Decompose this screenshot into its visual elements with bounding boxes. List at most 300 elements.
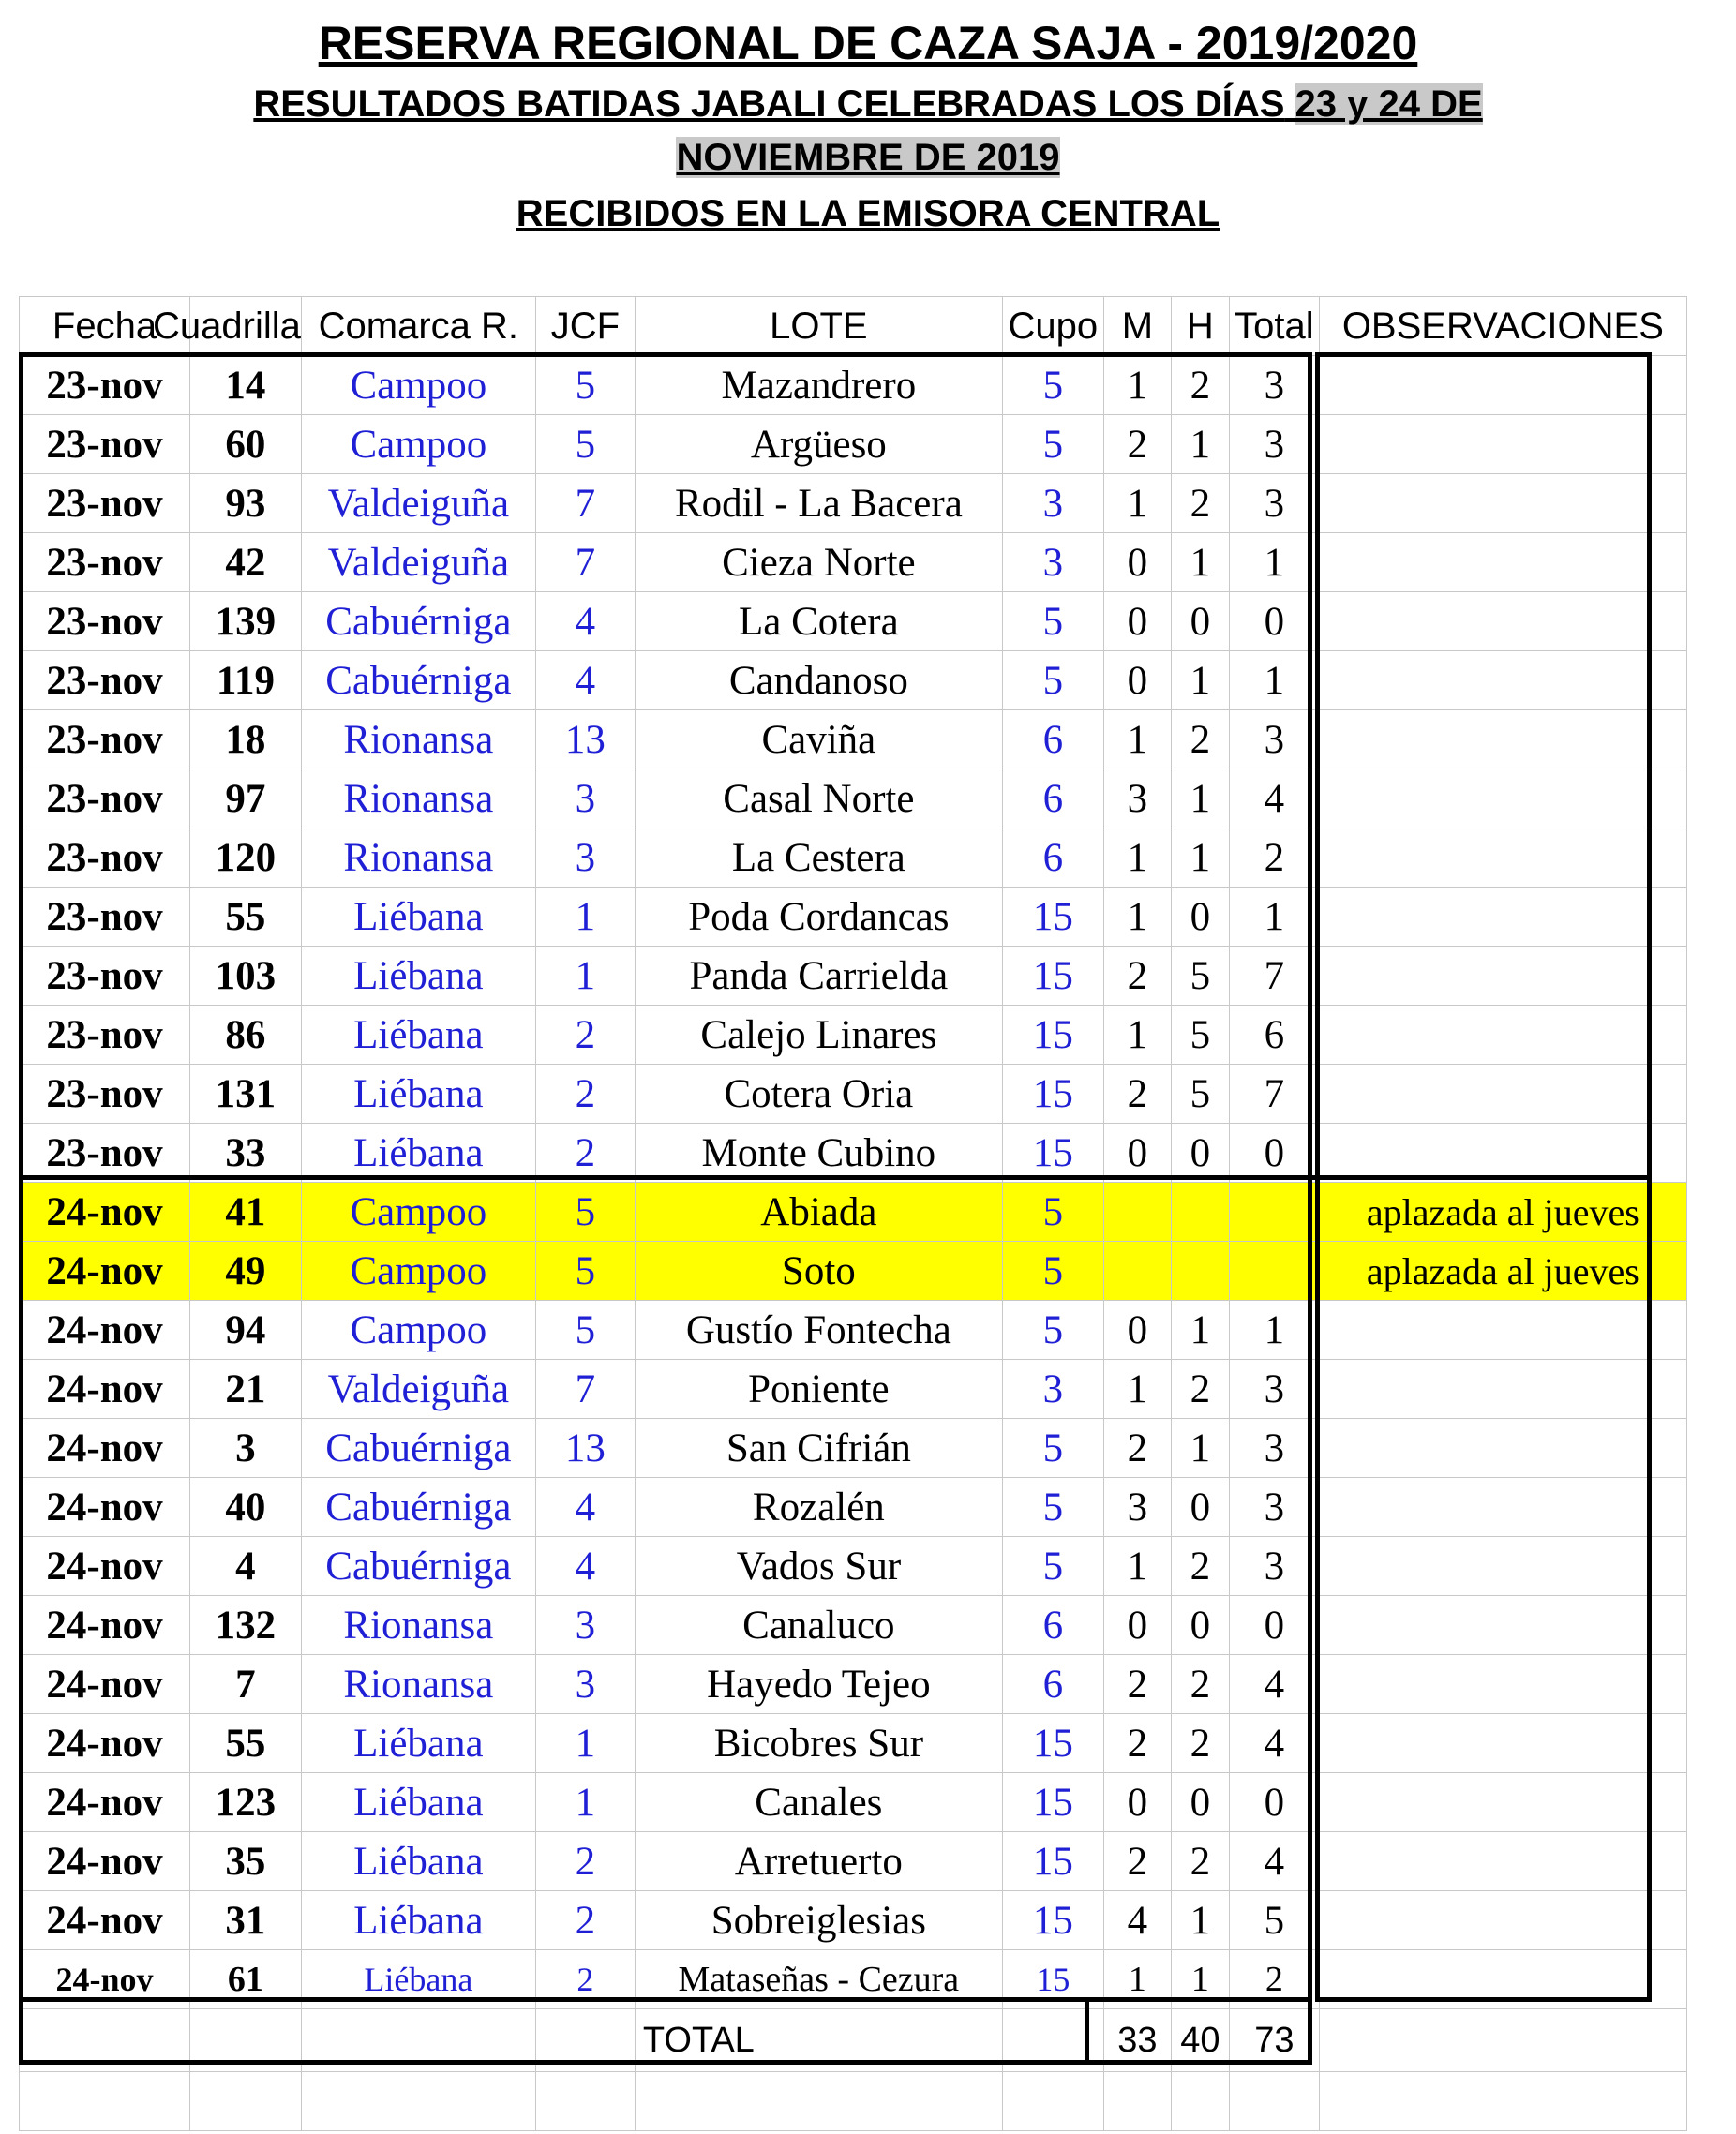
cell-observaciones [1319, 769, 1686, 828]
cell-cupo: 15 [1002, 1891, 1103, 1950]
cell-lote: Caviña [635, 710, 1002, 769]
cell-cupo: 15 [1002, 1714, 1103, 1773]
table-row [20, 1419, 1687, 1478]
cell-comarca: Rionansa [301, 1596, 535, 1655]
document-title: RESERVA REGIONAL DE CAZA SAJA - 2019/2020 [318, 17, 1418, 69]
cell-cupo: 6 [1002, 1596, 1103, 1655]
results-table [19, 296, 1687, 2131]
cell-comarca: Liébana [301, 947, 535, 1006]
cell-comarca: Cabuérniga [301, 592, 535, 651]
cell-h: 1 [1171, 828, 1229, 888]
subtitle-text: RESULTADOS BATIDAS JABALI CELEBRADAS LOS DÍAS [253, 83, 1285, 125]
cell-cupo: 5 [1002, 415, 1103, 474]
cell-m: 0 [1103, 1301, 1171, 1360]
cell-m: 0 [1103, 651, 1171, 710]
cell-total: 1 [1229, 888, 1319, 947]
cell-lote: Canales [635, 1773, 1002, 1832]
cell-cupo: 5 [1002, 1478, 1103, 1537]
cell-comarca: Liébana [301, 1832, 535, 1891]
table-row [20, 1478, 1687, 1537]
cell-total: 3 [1229, 1478, 1319, 1537]
cell-m: 1 [1103, 474, 1171, 533]
cell-m: 0 [1103, 592, 1171, 651]
cell-cuadrilla: 33 [190, 1124, 302, 1183]
cell-lote: Soto [635, 1242, 1002, 1301]
cell-jcf: 5 [535, 1301, 635, 1360]
table-row [20, 1714, 1687, 1773]
cell-comarca: Campoo [301, 356, 535, 415]
cell-h: 1 [1171, 1301, 1229, 1360]
table-row [20, 1950, 1687, 2009]
cell-jcf: 1 [535, 1773, 635, 1832]
cell-fecha: 23-nov [20, 533, 190, 592]
cell-cupo: 15 [1002, 888, 1103, 947]
table-row [20, 1242, 1687, 1301]
subtitle-month: NOVIEMBRE DE 2019 [676, 137, 1060, 178]
cell-m: 1 [1103, 888, 1171, 947]
cell-observaciones [1319, 356, 1686, 415]
cell-lote: Mataseñas - Cezura [635, 1950, 1002, 2009]
totals-empty-cell [190, 2009, 302, 2072]
cell-observaciones [1319, 592, 1686, 651]
table-row [20, 828, 1687, 888]
cell-h: 0 [1171, 1773, 1229, 1832]
totals-total: 73 [1229, 2009, 1319, 2072]
cell-jcf: 3 [535, 1596, 635, 1655]
cell-h: 0 [1171, 1478, 1229, 1537]
cell-lote: Canaluco [635, 1596, 1002, 1655]
table-row [20, 1065, 1687, 1124]
cell-m: 2 [1103, 1419, 1171, 1478]
cell-total: 0 [1229, 1124, 1319, 1183]
cell-fecha: 23-nov [20, 356, 190, 415]
cell-m: 1 [1103, 356, 1171, 415]
cell-observaciones [1319, 1655, 1686, 1714]
cell-cuadrilla: 123 [190, 1773, 302, 1832]
cell-cupo: 6 [1002, 710, 1103, 769]
table-row [20, 1006, 1687, 1065]
cell-cupo: 5 [1002, 1419, 1103, 1478]
cell-observaciones [1319, 888, 1686, 947]
cell-h: 0 [1171, 1124, 1229, 1183]
cell-lote: Abiada [635, 1183, 1002, 1242]
cell-observaciones: aplazada al jueves [1319, 1183, 1686, 1242]
cell-cuadrilla: 119 [190, 651, 302, 710]
cell-total: 3 [1229, 415, 1319, 474]
cell-fecha: 24-nov [20, 1655, 190, 1714]
cell-comarca: Rionansa [301, 710, 535, 769]
cell-comarca: Campoo [301, 1242, 535, 1301]
cell-jcf: 13 [535, 1419, 635, 1478]
col-header-cuadrilla: Cuadrilla [190, 297, 302, 356]
cell-cupo: 5 [1002, 592, 1103, 651]
cell-total: 7 [1229, 1065, 1319, 1124]
cell-fecha: 23-nov [20, 1124, 190, 1183]
cell-total: 4 [1229, 1655, 1319, 1714]
cell-jcf: 1 [535, 947, 635, 1006]
cell-lote: Panda Carrielda [635, 947, 1002, 1006]
cell-cuadrilla: 31 [190, 1891, 302, 1950]
cell-total: 1 [1229, 533, 1319, 592]
blank-cell [1319, 2072, 1686, 2131]
cell-total: 3 [1229, 1537, 1319, 1596]
cell-observaciones [1319, 947, 1686, 1006]
cell-observaciones [1319, 1832, 1686, 1891]
cell-lote: Mazandrero [635, 356, 1002, 415]
cell-cuadrilla: 131 [190, 1065, 302, 1124]
cell-fecha: 23-nov [20, 828, 190, 888]
col-header-lote: LOTE [635, 297, 1002, 356]
cell-observaciones [1319, 1891, 1686, 1950]
cell-cupo: 5 [1002, 651, 1103, 710]
cell-comarca: Liébana [301, 1950, 535, 2009]
cell-lote: Rodil - La Bacera [635, 474, 1002, 533]
cell-total: 2 [1229, 1950, 1319, 2009]
cell-m: 2 [1103, 1065, 1171, 1124]
table-row [20, 947, 1687, 1006]
cell-lote: San Cifrián [635, 1419, 1002, 1478]
cell-fecha: 24-nov [20, 1773, 190, 1832]
cell-comarca: Valdeiguña [301, 533, 535, 592]
cell-comarca: Cabuérniga [301, 651, 535, 710]
table-row [20, 888, 1687, 947]
cell-fecha: 24-nov [20, 1537, 190, 1596]
cell-h: 2 [1171, 1832, 1229, 1891]
cell-h: 1 [1171, 1950, 1229, 2009]
cell-h: 0 [1171, 888, 1229, 947]
blank-cell [635, 2072, 1002, 2131]
cell-observaciones [1319, 533, 1686, 592]
cell-comarca: Rionansa [301, 828, 535, 888]
cell-comarca: Campoo [301, 1183, 535, 1242]
cell-cuadrilla: 103 [190, 947, 302, 1006]
cell-cuadrilla: 132 [190, 1596, 302, 1655]
cell-fecha: 24-nov [20, 1891, 190, 1950]
cell-total [1229, 1183, 1319, 1242]
cell-jcf: 7 [535, 474, 635, 533]
cell-jcf: 2 [535, 1832, 635, 1891]
cell-cupo: 5 [1002, 1183, 1103, 1242]
cell-total: 0 [1229, 592, 1319, 651]
totals-empty-cell [1002, 2009, 1103, 2072]
cell-total: 3 [1229, 356, 1319, 415]
cell-fecha: 23-nov [20, 592, 190, 651]
cell-jcf: 1 [535, 1714, 635, 1773]
table-row [20, 356, 1687, 415]
cell-comarca: Cabuérniga [301, 1419, 535, 1478]
cell-fecha: 24-nov [20, 1301, 190, 1360]
cell-cuadrilla: 35 [190, 1832, 302, 1891]
cell-fecha: 24-nov [20, 1419, 190, 1478]
cell-cupo: 5 [1002, 1537, 1103, 1596]
cell-comarca: Liébana [301, 888, 535, 947]
table-row [20, 1773, 1687, 1832]
cell-cupo: 3 [1002, 474, 1103, 533]
cell-cupo: 5 [1002, 1301, 1103, 1360]
table-row [20, 592, 1687, 651]
blank-cell [1103, 2072, 1171, 2131]
cell-cuadrilla: 21 [190, 1360, 302, 1419]
cell-cuadrilla: 94 [190, 1301, 302, 1360]
cell-total: 0 [1229, 1596, 1319, 1655]
totals-empty-cell [535, 2009, 635, 2072]
cell-h: 2 [1171, 356, 1229, 415]
table-row [20, 769, 1687, 828]
totals-empty-cell [301, 2009, 535, 2072]
cell-comarca: Cabuérniga [301, 1478, 535, 1537]
cell-comarca: Valdeiguña [301, 1360, 535, 1419]
cell-jcf: 13 [535, 710, 635, 769]
cell-fecha: 24-nov [20, 1242, 190, 1301]
cell-jcf: 4 [535, 651, 635, 710]
cell-m [1103, 1242, 1171, 1301]
cell-h: 2 [1171, 1655, 1229, 1714]
cell-total: 3 [1229, 1360, 1319, 1419]
cell-m: 0 [1103, 1773, 1171, 1832]
cell-comarca: Rionansa [301, 769, 535, 828]
cell-jcf: 2 [535, 1065, 635, 1124]
cell-observaciones [1319, 1301, 1686, 1360]
cell-jcf: 2 [535, 1950, 635, 2009]
cell-observaciones [1319, 1478, 1686, 1537]
cell-total: 6 [1229, 1006, 1319, 1065]
cell-cupo: 15 [1002, 1006, 1103, 1065]
table-row [20, 1537, 1687, 1596]
cell-jcf: 5 [535, 1183, 635, 1242]
cell-jcf: 5 [535, 415, 635, 474]
cell-lote: Candanoso [635, 651, 1002, 710]
cell-h: 2 [1171, 1714, 1229, 1773]
cell-m: 0 [1103, 533, 1171, 592]
cell-cuadrilla: 139 [190, 592, 302, 651]
col-header-fecha: Fecha [20, 297, 190, 356]
cell-observaciones [1319, 474, 1686, 533]
table-row [20, 1360, 1687, 1419]
cell-m: 1 [1103, 1950, 1171, 2009]
totals-m: 33 [1103, 2009, 1171, 2072]
totals-empty-cell [20, 2009, 190, 2072]
cell-lote: La Cotera [635, 592, 1002, 651]
cell-m: 1 [1103, 1006, 1171, 1065]
cell-cuadrilla: 7 [190, 1655, 302, 1714]
blank-cell [1002, 2072, 1103, 2131]
subtitle-dates: 23 y 24 DE [1295, 83, 1483, 125]
cell-cuadrilla: 41 [190, 1183, 302, 1242]
cell-observaciones [1319, 1950, 1686, 2009]
cell-jcf: 2 [535, 1891, 635, 1950]
cell-fecha: 24-nov [20, 1832, 190, 1891]
blank-cell [20, 2072, 190, 2131]
cell-observaciones [1319, 1714, 1686, 1773]
cell-observaciones: aplazada al jueves [1319, 1242, 1686, 1301]
cell-jcf: 3 [535, 828, 635, 888]
cell-jcf: 4 [535, 592, 635, 651]
cell-jcf: 4 [535, 1478, 635, 1537]
table-row [20, 474, 1687, 533]
cell-total [1229, 1242, 1319, 1301]
cell-lote: Casal Norte [635, 769, 1002, 828]
table-header-row [20, 297, 1687, 356]
cell-total: 3 [1229, 474, 1319, 533]
table-row [20, 1301, 1687, 1360]
cell-cupo: 5 [1002, 1242, 1103, 1301]
cell-lote: Cotera Oria [635, 1065, 1002, 1124]
cell-total: 2 [1229, 828, 1319, 888]
cell-m: 2 [1103, 415, 1171, 474]
cell-fecha: 23-nov [20, 1065, 190, 1124]
cell-comarca: Campoo [301, 415, 535, 474]
cell-fecha: 24-nov [20, 1360, 190, 1419]
cell-fecha: 23-nov [20, 947, 190, 1006]
cell-h: 5 [1171, 1006, 1229, 1065]
cell-observaciones [1319, 710, 1686, 769]
cell-cuadrilla: 4 [190, 1537, 302, 1596]
totals-h: 40 [1171, 2009, 1229, 2072]
cell-m: 4 [1103, 1891, 1171, 1950]
cell-comarca: Campoo [301, 1301, 535, 1360]
cell-cuadrilla: 3 [190, 1419, 302, 1478]
cell-m: 2 [1103, 947, 1171, 1006]
table-row [20, 1596, 1687, 1655]
cell-comarca: Cabuérniga [301, 1537, 535, 1596]
cell-fecha: 24-nov [20, 1714, 190, 1773]
cell-h: 1 [1171, 1891, 1229, 1950]
cell-jcf: 2 [535, 1006, 635, 1065]
cell-comarca: Liébana [301, 1773, 535, 1832]
cell-cuadrilla: 120 [190, 828, 302, 888]
col-header-jcf: JCF [535, 297, 635, 356]
cell-h: 2 [1171, 710, 1229, 769]
cell-total: 4 [1229, 769, 1319, 828]
col-header-observaciones: OBSERVACIONES [1319, 297, 1686, 356]
cell-fecha: 24-nov [20, 1183, 190, 1242]
document-subtitle-2: RECIBIDOS EN LA EMISORA CENTRAL [516, 193, 1220, 234]
cell-observaciones [1319, 1773, 1686, 1832]
cell-m: 3 [1103, 1478, 1171, 1537]
cell-lote: Vados Sur [635, 1537, 1002, 1596]
cell-cupo: 15 [1002, 947, 1103, 1006]
cell-h: 2 [1171, 474, 1229, 533]
cell-observaciones [1319, 1065, 1686, 1124]
col-header-comarca: Comarca R. [301, 297, 535, 356]
cell-h: 1 [1171, 769, 1229, 828]
cell-observaciones [1319, 1360, 1686, 1419]
cell-m: 3 [1103, 769, 1171, 828]
cell-m: 2 [1103, 1832, 1171, 1891]
cell-fecha: 23-nov [20, 415, 190, 474]
cell-comarca: Valdeiguña [301, 474, 535, 533]
cell-h: 0 [1171, 592, 1229, 651]
totals-row [20, 2009, 1687, 2072]
cell-h: 2 [1171, 1537, 1229, 1596]
cell-lote: Poda Cordancas [635, 888, 1002, 947]
table-row [20, 533, 1687, 592]
cell-m: 1 [1103, 1360, 1171, 1419]
cell-lote: Arretuerto [635, 1832, 1002, 1891]
cell-cupo: 15 [1002, 1773, 1103, 1832]
cell-cupo: 5 [1002, 356, 1103, 415]
totals-label: TOTAL [635, 2009, 1002, 2072]
cell-m: 0 [1103, 1124, 1171, 1183]
cell-total: 3 [1229, 710, 1319, 769]
cell-total: 4 [1229, 1714, 1319, 1773]
cell-lote: Gustío Fontecha [635, 1301, 1002, 1360]
table-row [20, 710, 1687, 769]
cell-comarca: Liébana [301, 1891, 535, 1950]
cell-h: 5 [1171, 1065, 1229, 1124]
cell-observaciones [1319, 1124, 1686, 1183]
cell-lote: Hayedo Tejeo [635, 1655, 1002, 1714]
col-header-total: Total [1229, 297, 1319, 356]
cell-total: 4 [1229, 1832, 1319, 1891]
cell-observaciones [1319, 828, 1686, 888]
cell-total: 7 [1229, 947, 1319, 1006]
cell-h [1171, 1183, 1229, 1242]
cell-fecha: 23-nov [20, 1006, 190, 1065]
blank-cell [301, 2072, 535, 2131]
blank-cell [535, 2072, 635, 2131]
cell-lote: Poniente [635, 1360, 1002, 1419]
cell-cupo: 3 [1002, 533, 1103, 592]
cell-comarca: Liébana [301, 1065, 535, 1124]
cell-cuadrilla: 55 [190, 888, 302, 947]
cell-cuadrilla: 14 [190, 356, 302, 415]
cell-lote: Cieza Norte [635, 533, 1002, 592]
table-row [20, 651, 1687, 710]
totals-empty-cell [1319, 2009, 1686, 2072]
cell-h: 1 [1171, 415, 1229, 474]
cell-cuadrilla: 40 [190, 1478, 302, 1537]
table-row [20, 415, 1687, 474]
cell-jcf: 3 [535, 769, 635, 828]
cell-lote: Sobreiglesias [635, 1891, 1002, 1950]
cell-h: 0 [1171, 1596, 1229, 1655]
col-header-cupo: Cupo [1002, 297, 1103, 356]
cell-h: 1 [1171, 651, 1229, 710]
cell-m: 1 [1103, 1537, 1171, 1596]
cell-jcf: 5 [535, 356, 635, 415]
cell-observaciones [1319, 1537, 1686, 1596]
cell-observaciones [1319, 1596, 1686, 1655]
table-row [20, 1891, 1687, 1950]
cell-cupo: 15 [1002, 1950, 1103, 2009]
cell-m [1103, 1183, 1171, 1242]
cell-cuadrilla: 93 [190, 474, 302, 533]
cell-jcf: 4 [535, 1537, 635, 1596]
cell-lote: Rozalén [635, 1478, 1002, 1537]
cell-cupo: 15 [1002, 1065, 1103, 1124]
cell-comarca: Liébana [301, 1124, 535, 1183]
cell-fecha: 23-nov [20, 474, 190, 533]
cell-observaciones [1319, 1419, 1686, 1478]
cell-cupo: 15 [1002, 1832, 1103, 1891]
cell-observaciones [1319, 415, 1686, 474]
subtitle-month-line [0, 131, 1736, 184]
cell-m: 2 [1103, 1714, 1171, 1773]
cell-h: 1 [1171, 533, 1229, 592]
cell-lote: Bicobres Sur [635, 1714, 1002, 1773]
cell-cupo: 15 [1002, 1124, 1103, 1183]
cell-cuadrilla: 97 [190, 769, 302, 828]
cell-observaciones [1319, 651, 1686, 710]
cell-m: 1 [1103, 710, 1171, 769]
cell-fecha: 24-nov [20, 1478, 190, 1537]
col-header-h: H [1171, 297, 1229, 356]
cell-jcf: 5 [535, 1242, 635, 1301]
cell-cupo: 3 [1002, 1360, 1103, 1419]
cell-h: 1 [1171, 1419, 1229, 1478]
cell-cupo: 6 [1002, 1655, 1103, 1714]
